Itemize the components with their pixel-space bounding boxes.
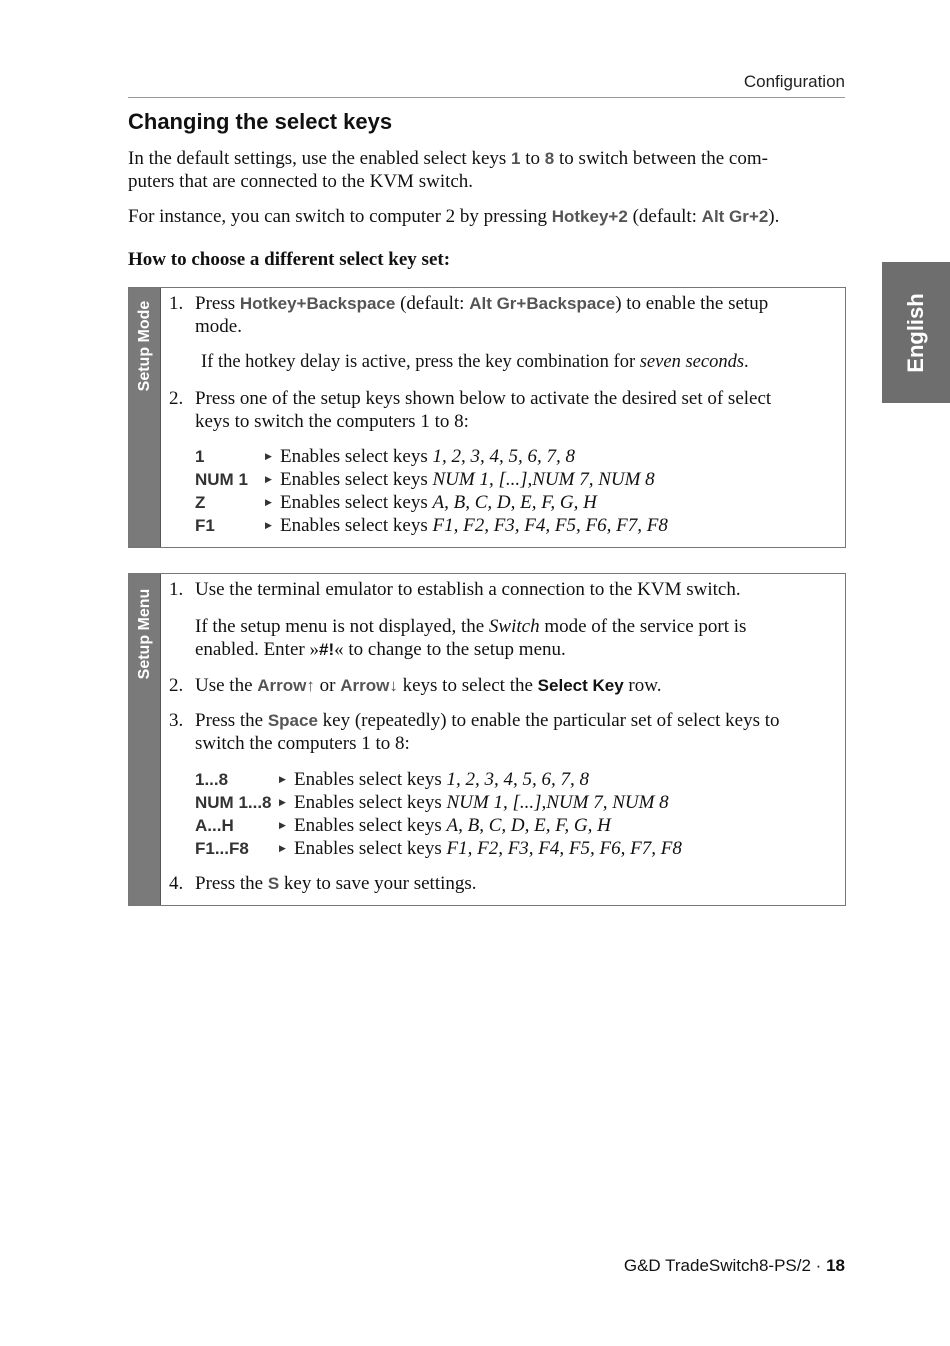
option-key: NUM 1: [195, 470, 248, 489]
triangle-right-icon: ▶: [279, 820, 286, 830]
option-keys: NUM 1, [...],NUM 7, NUM 8: [446, 792, 669, 813]
step-text: Press the: [195, 710, 264, 731]
key-label: Select Key: [537, 676, 624, 695]
setup-mode-box: [128, 287, 846, 548]
option-keys: 1, 2, 3, 4, 5, 6, 7, 8: [446, 769, 589, 790]
option-key: NUM 1...8: [195, 793, 272, 812]
note-text: If the setup menu is not displayed, the: [195, 616, 485, 637]
triangle-right-icon: ▶: [265, 520, 272, 530]
key-label: Alt Gr+2: [701, 207, 769, 226]
page-number: 18: [826, 1256, 845, 1275]
step-number: 2.: [169, 388, 184, 409]
option-text: [280, 514, 668, 537]
key-label: S: [267, 874, 280, 893]
setup-menu-step-2: [169, 674, 835, 697]
intro-text: to switch between the com-: [559, 148, 768, 169]
step-text: Press: [195, 293, 236, 314]
step-text: keys to switch the computers 1 to 8:: [195, 411, 469, 432]
step-text: key to save your settings.: [283, 873, 477, 894]
setup-menu-content: [161, 574, 845, 905]
setup-menu-step-4: [169, 872, 835, 895]
setup-mode-note: [201, 351, 749, 374]
option-prefix: Enables select keys: [294, 769, 442, 790]
note-emphasis: Switch: [488, 616, 540, 637]
intro-paragraph-1: [128, 147, 848, 193]
key-label: #!: [318, 640, 335, 659]
option-key: Z: [195, 493, 206, 512]
setup-mode-label: Setup Mode: [135, 300, 153, 392]
option-prefix: Enables select keys: [280, 492, 428, 513]
key-label: Alt Gr+Backspace: [469, 294, 616, 313]
intro-text: For instance, you can switch to computer 2 by pressing: [128, 206, 547, 227]
option-prefix: Enables select keys: [280, 446, 428, 467]
intro-text: puters that are connected to the KVM switch.: [128, 171, 474, 192]
step-text: ) to enable the setup: [615, 293, 769, 314]
subheading: How to choose a different select key set:: [128, 249, 451, 270]
note-text: « to change to the setup menu.: [334, 639, 566, 660]
key-label: 1: [511, 149, 521, 168]
step-text: Press the: [195, 873, 264, 894]
key-label: 8: [544, 149, 555, 168]
setup-menu-step-3: [169, 709, 835, 755]
footer-product: G&D TradeSwitch8-PS/2 ·: [623, 1256, 822, 1275]
intro-paragraph-2: [128, 205, 848, 228]
key-label: Arrow↓: [340, 676, 398, 695]
step-text: or: [319, 675, 336, 696]
step-text: switch the computers 1 to 8:: [195, 733, 410, 754]
option-key: 1...8: [195, 770, 229, 789]
option-text: [294, 837, 682, 860]
step-text: Use the: [195, 675, 253, 696]
option-keys: F1, F2, F3, F4, F5, F6, F7, F8: [446, 838, 682, 859]
option-key: F1...F8: [195, 839, 249, 858]
note-text: enabled. Enter »: [195, 639, 319, 660]
setup-mode-step-2: [169, 387, 835, 433]
option-prefix: Enables select keys: [294, 815, 442, 836]
option-keys: A, B, C, D, E, F, G, H: [446, 815, 611, 836]
key-label: Arrow↑: [257, 676, 315, 695]
key-label: Hotkey+2: [551, 207, 628, 226]
triangle-right-icon: ▶: [279, 843, 286, 853]
page-title: Changing the select keys: [128, 109, 393, 134]
step-text: row.: [628, 675, 662, 696]
step-text: mode.: [195, 316, 242, 337]
option-prefix: Enables select keys: [294, 838, 442, 859]
step-number: 4.: [169, 873, 184, 894]
option-text: [280, 491, 597, 514]
step-number: 3.: [169, 710, 184, 731]
language-tab: [882, 262, 950, 403]
note-emphasis: seven seconds: [639, 352, 745, 372]
option-prefix: Enables select keys: [280, 515, 428, 536]
option-key: A...H: [195, 816, 234, 835]
setup-menu-sidebar: [129, 574, 161, 905]
note-text: .: [744, 352, 749, 372]
language-tab-label: English: [903, 292, 928, 373]
step-text: (default:: [400, 293, 465, 314]
intro-text: ).: [768, 206, 780, 227]
step-number: 2.: [169, 675, 184, 696]
triangle-right-icon: ▶: [279, 774, 286, 784]
option-prefix: Enables select keys: [294, 792, 442, 813]
note-text: mode of the service port is: [544, 616, 747, 637]
option-keys: NUM 1, [...],NUM 7, NUM 8: [432, 469, 655, 490]
setup-mode-content: [161, 288, 845, 547]
setup-menu-note: [195, 615, 835, 661]
option-key: F1: [195, 516, 215, 535]
key-label: Space: [267, 711, 318, 730]
setup-mode-step-1: [169, 292, 835, 338]
option-text: [294, 791, 669, 814]
key-label: Hotkey+Backspace: [239, 294, 396, 313]
option-text: [294, 814, 611, 837]
page-footer: [624, 1256, 845, 1276]
step-text: Press one of the setup keys shown below to activate the desired set of select: [195, 388, 772, 409]
intro-text: to: [525, 148, 541, 169]
setup-menu-box: [128, 573, 846, 906]
option-key: 1: [195, 447, 205, 466]
triangle-right-icon: ▶: [265, 451, 272, 461]
running-header: Configuration: [743, 72, 845, 91]
header-divider: [128, 97, 845, 98]
step-number: 1.: [169, 579, 184, 600]
note-text: If the hotkey delay is active, press the key combination for: [201, 352, 636, 372]
intro-text: In the default settings, use the enabled select keys: [128, 148, 507, 169]
setup-mode-sidebar: [129, 288, 161, 547]
triangle-right-icon: ▶: [279, 797, 286, 807]
setup-menu-step-1: [169, 578, 835, 601]
option-keys: F1, F2, F3, F4, F5, F6, F7, F8: [432, 515, 668, 536]
option-text: [280, 468, 655, 491]
triangle-right-icon: ▶: [265, 497, 272, 507]
step-text: keys to select the: [402, 675, 533, 696]
option-text: [294, 768, 589, 791]
setup-menu-label: Setup Menu: [135, 588, 153, 680]
step-number: 1.: [169, 293, 184, 314]
triangle-right-icon: ▶: [265, 474, 272, 484]
intro-text: (default:: [632, 206, 697, 227]
option-prefix: Enables select keys: [280, 469, 428, 490]
step-text: Use the terminal emulator to establish a connection to the KVM switch.: [195, 579, 741, 600]
option-keys: 1, 2, 3, 4, 5, 6, 7, 8: [432, 446, 575, 467]
option-text: [280, 445, 575, 468]
step-text: key (repeatedly) to enable the particular set of select keys to: [322, 710, 780, 731]
option-keys: A, B, C, D, E, F, G, H: [432, 492, 597, 513]
